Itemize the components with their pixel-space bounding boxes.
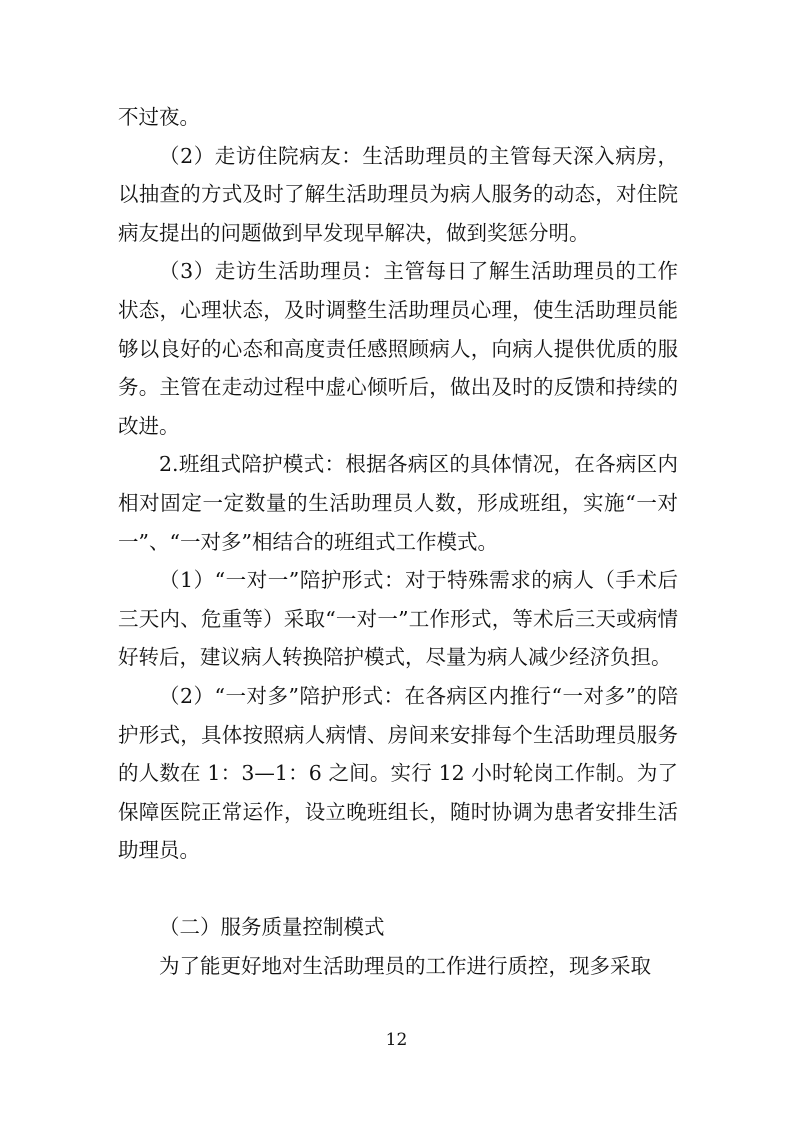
blank-line — [118, 870, 678, 909]
paragraph-quality-control: 为了能更好地对生活助理员的工作进行质控，现多采取 — [159, 954, 651, 979]
paragraph-team-care-mode: 2.班组式陪护模式：根据各病区的具体情况，在各病区内相对固定一定数量的生活助理员人数，形成班组，实施“一对一”、“一对多”相结合的班组式工作模式。 — [118, 452, 678, 554]
paragraph-one-to-many: （2）“一对多”陪护形式：在各病区内推行“一对多”的陪护形式，具体按照病人病情、房间来安排每个生活助理员服务的人数在 1：3—1：6 之间。实行 12 小时轮岗工作制。为了保障医院正常运作，设立晚班组长，随时协调为患者安排生活助理员。 — [118, 683, 678, 863]
section-heading: （二）服务质量控制模式 — [159, 915, 385, 940]
page-body — [118, 98, 678, 986]
paragraph-continuation: 不过夜。 — [118, 105, 200, 129]
paragraph-one-to-one: （1）“一对一”陪护形式：对于特殊需求的病人（手术后三天内、危重等）采取“一对一”工作形式，等术后三天或病情好转后，建议病人转换陪护模式，尽量为病人减少经济负担。 — [118, 568, 678, 670]
paragraph-visit-patients: （2）走访住院病友：生活助理员的主管每天深入病房，以抽查的方式及时了解生活助理员为病人服务的动态，对住院病友提出的问题做到早发现早解决，做到奖惩分明。 — [118, 143, 678, 245]
paragraph-visit-assistants: （3）走访生活助理员：主管每日了解生活助理员的工作状态，心理状态，及时调整生活助理员心理，使生活助理员能够以良好的心态和高度责任感照顾病人，向病人提供优质的服务。主管在走动过程中虚心倾听后，做出及时的反馈和持续的改进。 — [118, 259, 678, 438]
page-number: 12 — [385, 1030, 408, 1050]
